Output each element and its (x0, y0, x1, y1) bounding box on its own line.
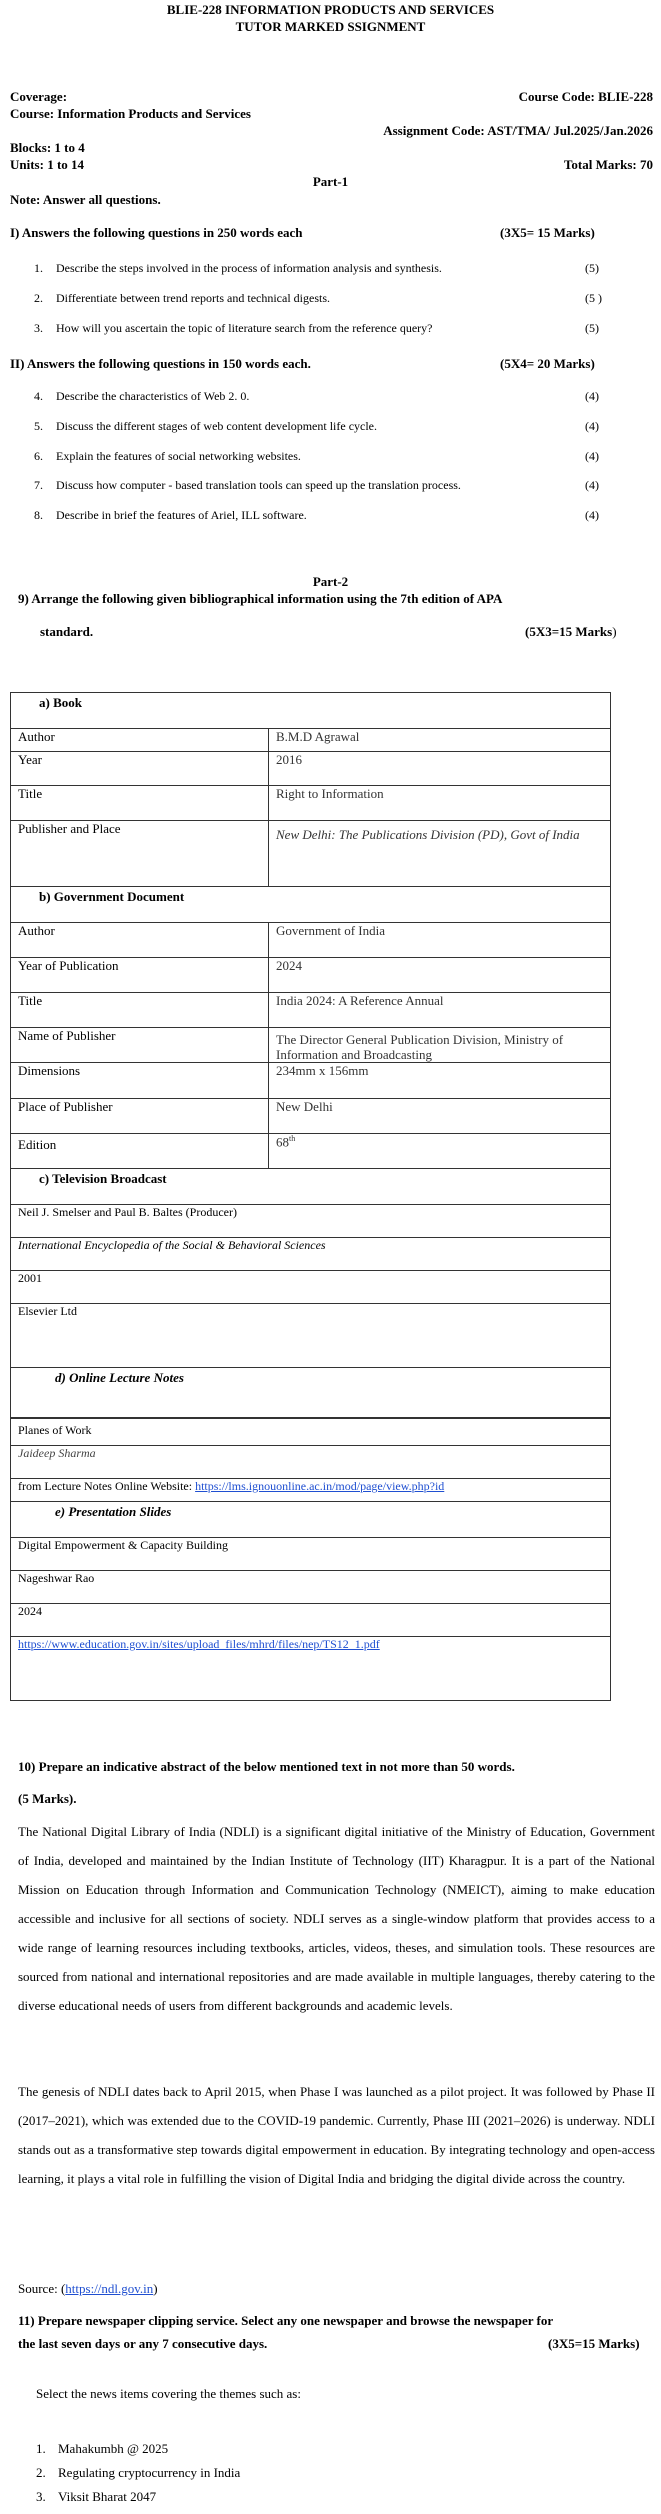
q10-source-link[interactable]: https://ndl.gov.in (65, 2281, 154, 2296)
row-label: Year of Publication (11, 958, 269, 993)
blocks: Blocks: 1 to 4 (10, 140, 85, 155)
row-label: Publisher and Place (11, 821, 269, 887)
table-row (11, 1271, 611, 1304)
row-value-wrap (11, 1637, 611, 1701)
row-value: Nageshwar Rao (11, 1571, 611, 1604)
question-marks: (4) (585, 419, 599, 433)
units: Units: 1 to 14 (10, 157, 85, 172)
question-text: Describe the steps involved in the process of information analysis and synthesis. (56, 261, 442, 275)
row-label: Edition (11, 1134, 269, 1169)
q9-heading-cont: standard. (40, 624, 94, 639)
table-row (11, 1637, 611, 1701)
question-marks: (5) (585, 261, 599, 275)
table-row (11, 1604, 611, 1637)
row-value: 2024 (269, 958, 611, 993)
question-number: 4. (34, 389, 43, 403)
table-row (11, 1479, 611, 1502)
table-row (11, 993, 611, 1028)
row-label: Title (11, 786, 269, 821)
row-label: Title (11, 993, 269, 1028)
document-subtitle: TUTOR MARKED SSIGNMENT (235, 19, 426, 34)
table-row (11, 821, 611, 887)
row-label: Name of Publisher (11, 1028, 269, 1063)
row-value: New Delhi: The Publications Division (PD), Govt of India (269, 821, 611, 887)
table-row (11, 1238, 611, 1271)
table-row (11, 958, 611, 993)
question-number: 3. (34, 321, 43, 335)
coverage-label: Coverage: (10, 89, 68, 104)
row-value: Government of India (269, 923, 611, 958)
row-label: Dimensions (11, 1063, 269, 1099)
q10-paragraph-1: The National Digital Library of India (NDLI) is a significant digital initiative of the Ministry of Education, Government of India, developed and maintained by the Indian Institute of Technology (IIT) Kharagpur. It is a part of the National Mission on Education through Information and Communication Technology (NMEICT), aiming to make education accessible and inclusive for all sections of society. NDLI serves as a single-window platform that provides access to a wide range of learning resources including textbooks, articles, videos, theses, and simulation tools. These resources are sourced from national and international repositories and are made available in multiple languages, thereby catering to the diverse educational needs of users from different backgrounds and academic levels. (18, 1824, 655, 2013)
question-number: 6. (34, 449, 43, 463)
question-text: Explain the features of social networking websites. (56, 449, 301, 463)
q9-marks: (5X3=15 Marks (525, 624, 613, 639)
question-number: 5. (34, 419, 43, 433)
section2-marks: (5X4= 20 Marks) (500, 356, 595, 371)
q9-marks-wrap (525, 624, 617, 640)
row-value: B.M.D Agrawal (269, 729, 611, 752)
q11-heading: 11) Prepare newspaper clipping service. Select any one newspaper and browse the newspaper for (18, 2313, 554, 2328)
total-marks: Total Marks: 70 (563, 157, 653, 172)
row-value: Planes of Work (11, 1418, 611, 1446)
question-marks: (5 ) (585, 291, 602, 305)
part1-note: Note: Answer all questions. (10, 192, 161, 207)
q10-source (18, 2281, 158, 2297)
slides-heading: e) Presentation Slides (11, 1502, 611, 1538)
course-code: Course Code: BLIE-228 (518, 89, 653, 104)
question-text: Describe in brief the features of Ariel, ILL software. (56, 508, 307, 522)
row-value: The Director General Publication Division, Ministry of Information and Broadcasting (269, 1028, 611, 1063)
theme-number: 3. (36, 2489, 46, 2504)
q10-source-prefix: Source: ( (18, 2281, 66, 2296)
q10-marks: (5 Marks). (18, 1791, 77, 1806)
row-value: International Encyclopedia of the Social & Behavioral Sciences (11, 1238, 611, 1271)
section2-heading: II) Answers the following questions in 150 words each. (10, 356, 311, 371)
table-row (11, 923, 611, 958)
q10-source-suffix: ) (153, 2281, 158, 2296)
q10-heading: 10) Prepare an indicative abstract of the below mentioned text in not more than 50 words. (18, 1759, 515, 1774)
table-row (11, 786, 611, 821)
document-title: BLIE-228 INFORMATION PRODUCTS AND SERVICES (166, 2, 495, 17)
q11-marks: (3X5=15 Marks) (548, 2336, 640, 2351)
row-label: Year (11, 752, 269, 786)
q11-heading-cont: the last seven days or any 7 consecutive days. (18, 2336, 268, 2351)
question-marks: (4) (585, 478, 599, 492)
table-row (11, 1028, 611, 1063)
q11-intro: Select the news items covering the themes such as: (36, 2386, 301, 2401)
section1-heading: I) Answers the following questions in 250 words each (10, 225, 303, 240)
question-marks: (4) (585, 389, 599, 403)
question-number: 7. (34, 478, 43, 492)
part2-title: Part-2 (312, 574, 349, 589)
table-row (11, 1063, 611, 1099)
slides-link[interactable]: https://www.education.gov.in/sites/upload_files/mhrd/files/nep/TS12_1.pdf (18, 1637, 380, 1651)
row-label: Author (11, 923, 269, 958)
table-row (11, 1099, 611, 1134)
theme-number: 2. (36, 2465, 46, 2480)
row-value: Neil J. Smelser and Paul B. Baltes (Producer) (11, 1205, 611, 1238)
govdoc-heading: b) Government Document (11, 887, 611, 923)
row-value: Digital Empowerment & Capacity Building (11, 1538, 611, 1571)
lecture-source-link[interactable]: https://lms.ignouonline.ac.in/mod/page/view.php?id (195, 1479, 445, 1493)
row-label: Author (11, 729, 269, 752)
question-text: Describe the characteristics of Web 2. 0. (56, 389, 250, 403)
question-number: 2. (34, 291, 43, 305)
book-heading: a) Book (11, 693, 611, 729)
part1-title: Part-1 (312, 174, 349, 189)
table-row (11, 1446, 611, 1479)
row-value-wrap (11, 1479, 611, 1502)
row-value: 2024 (11, 1604, 611, 1637)
table-row (11, 752, 611, 786)
row-label: Place of Publisher (11, 1099, 269, 1134)
table-row (11, 1134, 611, 1169)
q10-paragraph-2: The genesis of NDLI dates back to April 2015, when Phase I was launched as a pilot project. It was followed by Phase II (2017–2021), which was extended due to the COVID-19 pandemic. Currently, Phase III (2021–2026) is underway. NDLI stands out as a transformative step towards digital empowerment in education. By integrating technology and open-access learning, it plays a vital role in fulfilling the vision of Digital India and bridging the digital divide across the country. (18, 2084, 655, 2186)
row-value: 234mm x 156mm (269, 1063, 611, 1099)
table-row (11, 1538, 611, 1571)
question-marks: (4) (585, 449, 599, 463)
row-value: India 2024: A Reference Annual (269, 993, 611, 1028)
question-marks: (5) (585, 321, 599, 335)
section1-marks: (3X5= 15 Marks) (500, 225, 595, 240)
question-text: How will you ascertain the topic of literature search from the reference query? (56, 321, 433, 335)
lecture-heading: d) Online Lecture Notes (11, 1368, 611, 1418)
q9-marks-paren: ) (612, 624, 617, 639)
course-name: Course: Information Products and Services (10, 106, 251, 121)
theme-number: 1. (36, 2441, 46, 2456)
row-value: Jaideep Sharma (11, 1446, 611, 1479)
edition-number: 68 (276, 1134, 289, 1150)
q9-heading: 9) Arrange the following given bibliographical information using the 7th edition of APA (18, 591, 503, 606)
table-row (11, 1205, 611, 1238)
question-marks: (4) (585, 508, 599, 522)
edition-suffix: th (289, 1134, 296, 1143)
table-row (11, 1304, 611, 1368)
row-value: 2016 (269, 752, 611, 786)
table-row (11, 1571, 611, 1604)
question-text: Differentiate between trend reports and technical digests. (56, 291, 331, 305)
table-row (11, 729, 611, 752)
question-text: Discuss how computer - based translation tools can speed up the translation process. (56, 478, 461, 492)
question-text: Discuss the different stages of web content development life cycle. (56, 419, 378, 433)
question-number: 8. (34, 508, 43, 522)
row-value: New Delhi (269, 1099, 611, 1134)
row-value: Right to Information (269, 786, 611, 821)
theme-text: Regulating cryptocurrency in India (58, 2465, 241, 2480)
assignment-code: Assignment Code: AST/TMA/ Jul.2025/Jan.2026 (383, 123, 653, 138)
table-row (11, 1418, 611, 1446)
question-number: 1. (34, 261, 43, 275)
row-value: 2001 (11, 1271, 611, 1304)
row-value-wrap (269, 1134, 611, 1169)
theme-text: Mahakumbh @ 2025 (58, 2441, 169, 2456)
bibliography-table (10, 692, 611, 1701)
theme-text: Viksit Bharat 2047 (58, 2489, 157, 2504)
row-value: Elsevier Ltd (11, 1304, 611, 1368)
tv-heading: c) Television Broadcast (11, 1169, 611, 1205)
lecture-source-prefix: from Lecture Notes Online Website: (18, 1479, 196, 1493)
